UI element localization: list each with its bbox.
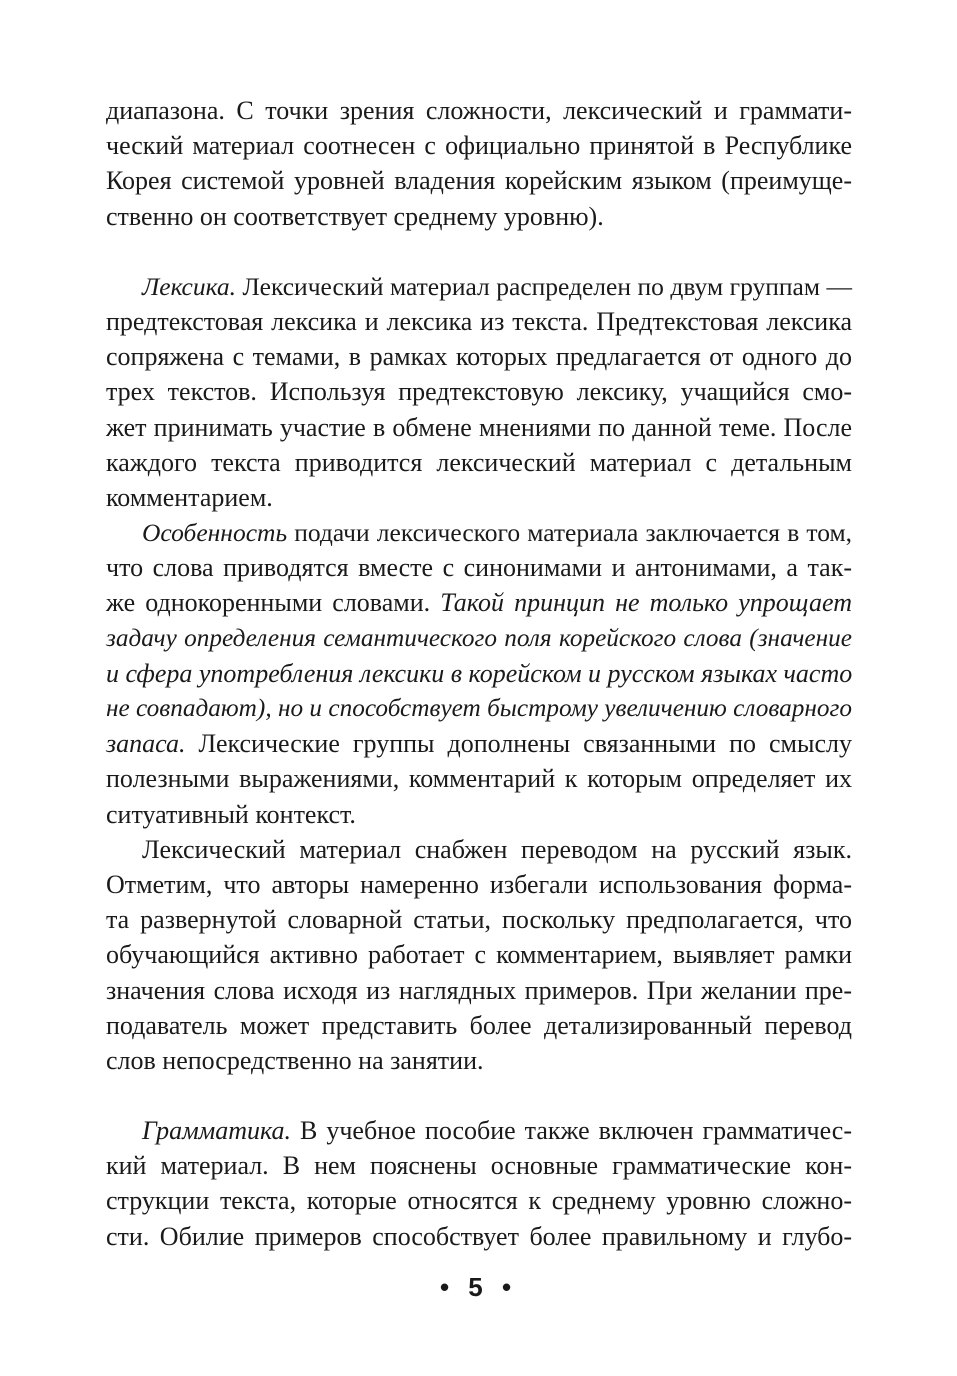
text-line: сопряжена с темами, в рамках которых предлагается от одного до bbox=[106, 342, 852, 372]
text-line: диапазона. С точки зрения сложности, лексический и граммати- bbox=[106, 96, 852, 125]
text-line: обучающийся активно работает с комментарием, выявляет рамки bbox=[106, 940, 852, 970]
paragraph-intro-end bbox=[106, 93, 852, 234]
text-run: же однокоренными словами. bbox=[106, 588, 441, 618]
text-line: ческий материал соотнесен с официально принятой в Республике bbox=[106, 131, 852, 161]
text-line: ственно он соответствует среднему уровню). bbox=[106, 201, 604, 231]
section-heading-lexis: Лексика. bbox=[142, 271, 237, 301]
text-line bbox=[106, 269, 852, 304]
text-line bbox=[106, 691, 852, 726]
text-line: кий материал. В нем пояснены основные грамматические кон- bbox=[106, 1151, 852, 1181]
paragraph-grammar bbox=[106, 1113, 852, 1254]
italic-run: и сфера употребления лексики в корейском и русском языках часто bbox=[106, 658, 853, 688]
text-line bbox=[106, 726, 852, 761]
paragraph-translation bbox=[106, 832, 852, 1078]
text-line: жет принимать участие в обмене мнениями по данной теме. После bbox=[106, 412, 852, 442]
italic-run: запаса. bbox=[106, 729, 186, 759]
text-line: ситуативный контекст. bbox=[106, 799, 356, 829]
text-line: подаватель может представить более детализированный перевод bbox=[106, 1010, 852, 1040]
italic-run: задачу определения семантического поля корейского слова (значение bbox=[106, 623, 852, 652]
text-line: та развернутой словарной статьи, поскольку предполагается, что bbox=[106, 905, 852, 935]
text-line: значения слова исходя из наглядных примеров. При желании пре- bbox=[106, 975, 852, 1005]
section-gap bbox=[106, 234, 852, 269]
text-line bbox=[106, 585, 852, 620]
text-run: Лексический материал распределен по двум группам — bbox=[236, 271, 852, 301]
text-line bbox=[106, 1113, 852, 1148]
text-run: В учебное пособие также включен грамматичес- bbox=[291, 1116, 852, 1146]
section-heading-grammar: Грамматика. bbox=[142, 1116, 292, 1146]
text-line: Отметим, что авторы намеренно избегали использования форма- bbox=[106, 869, 852, 899]
text-line: предтекстовая лексика и лексика из текста. Предтекстовая лексика bbox=[106, 306, 852, 336]
text-line: трех текстов. Используя предтекстовую лексику, учащийся смо- bbox=[106, 377, 852, 407]
text-line: Корея системой уровней владения корейским языком (преимуще- bbox=[106, 166, 852, 196]
italic-run: не совпадают), но и способствует быстрому увеличению словарного bbox=[106, 694, 852, 722]
text-line bbox=[106, 656, 852, 691]
text-line bbox=[106, 515, 852, 550]
paragraph-feature bbox=[106, 515, 852, 832]
section-gap bbox=[106, 1078, 852, 1113]
text-line: сти. Обилие примеров способствует более правильному и глубо- bbox=[106, 1221, 852, 1251]
text-line: струкции текста, которые относятся к среднему уровню сложно- bbox=[106, 1186, 852, 1216]
italic-run: Особенность bbox=[142, 518, 288, 548]
text-line: полезными выражениями, комментарий к которым определяет их bbox=[106, 764, 852, 794]
paragraph-lexis bbox=[106, 269, 852, 515]
text-line: слов непосредственно на занятии. bbox=[106, 1045, 484, 1075]
page-number: • 5 • bbox=[439, 1272, 518, 1302]
text-line: что слова приводятся вместе с синонимами и антонимами, а так- bbox=[106, 553, 852, 583]
text-line: Лексический материал снабжен переводом на русский язык. bbox=[142, 834, 852, 864]
text-line: каждого текста приводится лексический материал с детальным bbox=[106, 447, 852, 477]
page-body bbox=[106, 93, 852, 1254]
italic-run: Такой принцип не только упрощает bbox=[440, 588, 852, 618]
text-line: комментарием. bbox=[106, 482, 273, 512]
text-run: подачи лексического материала заключается в том, bbox=[287, 518, 852, 548]
text-line bbox=[106, 621, 852, 656]
text-run: Лексические группы дополнены связанными по смыслу bbox=[185, 729, 852, 759]
